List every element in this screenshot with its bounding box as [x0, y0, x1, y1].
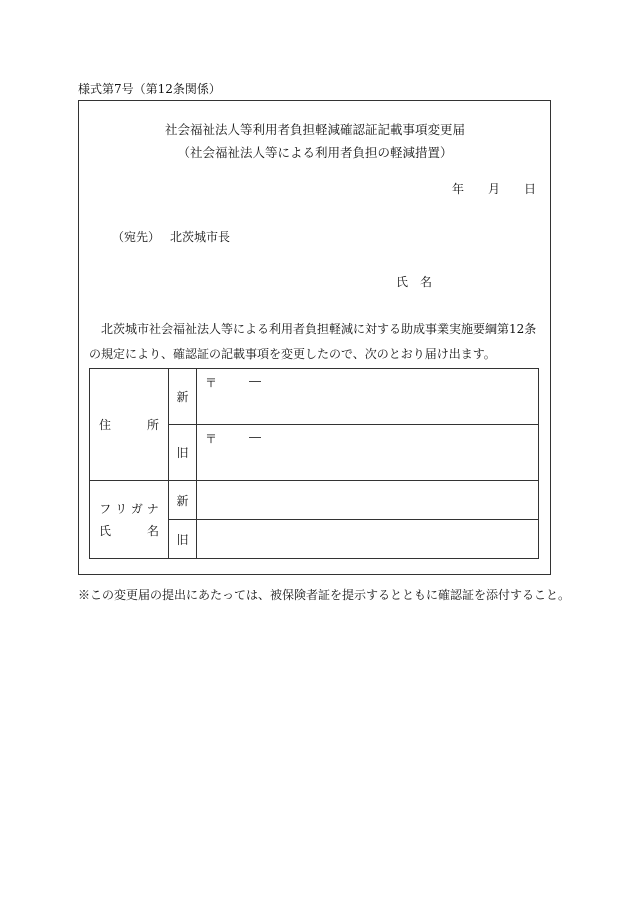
postal-mark: 〒 — [205, 432, 218, 446]
name-label: 氏 名 — [98, 523, 159, 538]
date-year-label: 年 — [452, 182, 465, 196]
postal-dash: ― — [249, 374, 261, 388]
name-old-label: 旧 — [169, 520, 197, 559]
form-title: 社会福祉法人等利用者負担軽減確認証記載事項変更届 — [164, 122, 465, 137]
address-label: 住 所 — [90, 369, 169, 481]
address-new-label: 新 — [169, 369, 197, 425]
date-month-label: 月 — [488, 182, 501, 196]
applicant-name-label: 氏 名 — [396, 275, 433, 289]
form-subtitle: （社会福祉法人等による利用者負担の軽減措置） — [177, 145, 453, 160]
name-label-cell — [90, 481, 169, 559]
name-new-label: 新 — [169, 481, 197, 520]
addressee-line — [112, 228, 230, 245]
addressee-name: 北茨城市長 — [170, 230, 231, 244]
postal-mark: 〒 — [205, 376, 218, 390]
address-old-field[interactable] — [197, 425, 539, 481]
date-day-label: 日 — [524, 182, 537, 196]
name-new-field[interactable] — [197, 481, 539, 520]
address-new-field[interactable] — [197, 369, 539, 425]
change-table — [89, 368, 539, 559]
form-number: 様式第7号（第12条関係） — [78, 82, 221, 96]
postal-dash: ― — [249, 430, 261, 444]
body-text: 北茨城市社会福祉法人等による利用者負担軽減に対する助成事業実施要綱第12条の規定により、確認証の記載事項を変更したので、次のとおり届け出ます。 — [89, 322, 537, 361]
furigana-label: フ リ ガ ナ — [99, 501, 159, 516]
date-line — [452, 180, 536, 197]
name-old-field[interactable] — [197, 520, 539, 559]
footnote: ※この変更届の提出にあたっては、被保険者証を提示するとともに確認証を添付すること。 — [78, 588, 571, 602]
address-old-label: 旧 — [169, 425, 197, 481]
addressee-label: （宛先） — [112, 230, 161, 244]
